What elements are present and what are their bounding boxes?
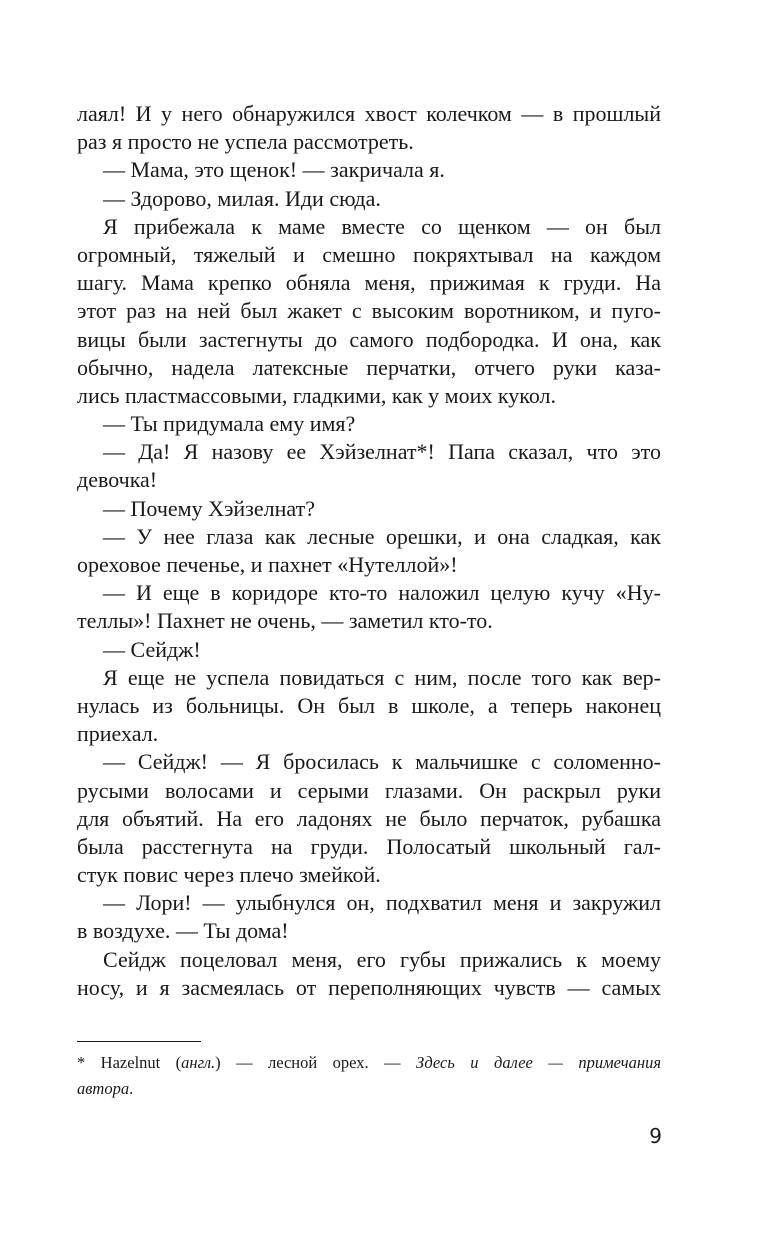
footnote-marker: * Hazelnut ( bbox=[77, 1053, 182, 1072]
text-line: — Сейдж! bbox=[103, 636, 201, 662]
text-line: ореховое печенье, и пахнет «Нутеллой»! bbox=[77, 552, 458, 577]
body-text bbox=[77, 100, 661, 1002]
text-line: лаял! И у него обнаружился хвост колечком — в прошлый bbox=[77, 101, 661, 126]
footnote bbox=[77, 1050, 661, 1102]
text-line: огромный, тяжелый и смешно покряхтывал на каждом bbox=[77, 241, 661, 267]
text-line: — Мама, это щенок! — закричала я. bbox=[103, 157, 445, 183]
text-line: стук повис через плечо змейкой. bbox=[77, 862, 381, 888]
text-line: обычно, надела латексные перчатки, отчего руки каза- bbox=[77, 354, 661, 380]
text-line: — Здорово, милая. Иди сюда. bbox=[103, 185, 381, 211]
text-line: этот раз на ней был жакет с высоким воротником, и пуго- bbox=[77, 298, 661, 324]
footnote-language: англ. bbox=[181, 1053, 216, 1072]
text-line: лись пластмассовыми, гладкими, как у моих кукол. bbox=[77, 382, 557, 408]
footnote-note: Здесь и далее — примечания bbox=[416, 1053, 661, 1072]
footnote-period: . bbox=[129, 1079, 134, 1098]
text-line: в воздухе. — Ты дома! bbox=[77, 918, 289, 944]
page-number: 9 bbox=[649, 1124, 662, 1148]
text-line: носу, и я засмеялась от переполняющих чувств — самых bbox=[77, 974, 661, 1000]
text-line: для объятий. На его ладонях не было перчаток, рубашка bbox=[77, 805, 661, 831]
text-line: Я прибежала к маме вместе со щенком — он был bbox=[103, 213, 661, 239]
footnote-translation: ) — лесной орех. — bbox=[215, 1053, 416, 1072]
text-line: теллы»! Пахнет не очень, — заметил кто-то. bbox=[77, 608, 493, 634]
text-line: — У нее глаза как лесные орешки, и она сладкая, как bbox=[103, 523, 661, 549]
text-line: приехал. bbox=[77, 721, 159, 747]
text-line: русыми волосами и серыми глазами. Он раскрыл руки bbox=[77, 777, 661, 803]
footnote-author: автора bbox=[77, 1079, 130, 1098]
text-line: нулась из больницы. Он был в школе, а теперь наконец bbox=[77, 692, 661, 718]
text-line: — Ты придумала ему имя? bbox=[103, 411, 356, 437]
text-line: — Лори! — улыбнулся он, подхватил меня и закружил bbox=[103, 890, 661, 916]
text-line: раз я просто не успела рассмотреть. bbox=[77, 129, 414, 155]
text-line: девочка! bbox=[77, 467, 158, 493]
text-line: — Почему Хэйзелнат? bbox=[103, 495, 315, 521]
text-line: Я еще не успела повидаться с ним, после того как вер- bbox=[103, 664, 661, 690]
text-line: Сейдж поцеловал меня, его губы прижались к моему bbox=[103, 946, 661, 972]
text-line: шагу. Мама крепко обняла меня, прижимая к груди. На bbox=[77, 270, 661, 296]
text-line: была расстегнута на груди. Полосатый школьный гал- bbox=[77, 833, 661, 859]
text-line: — И еще в коридоре кто-то наложил целую кучу «Ну- bbox=[103, 580, 661, 606]
footnote-divider bbox=[77, 1041, 201, 1042]
text-line: вицы были застегнуты до самого подбородка. И она, как bbox=[77, 326, 661, 352]
text-line: — Да! Я назову ее Хэйзелнат*! Папа сказал, что это bbox=[103, 439, 661, 465]
text-line: — Сейдж! — Я бросилась к мальчишке с соломенно- bbox=[103, 749, 661, 775]
footnote-line-2 bbox=[77, 1076, 661, 1102]
footnote-line-1 bbox=[77, 1050, 661, 1076]
